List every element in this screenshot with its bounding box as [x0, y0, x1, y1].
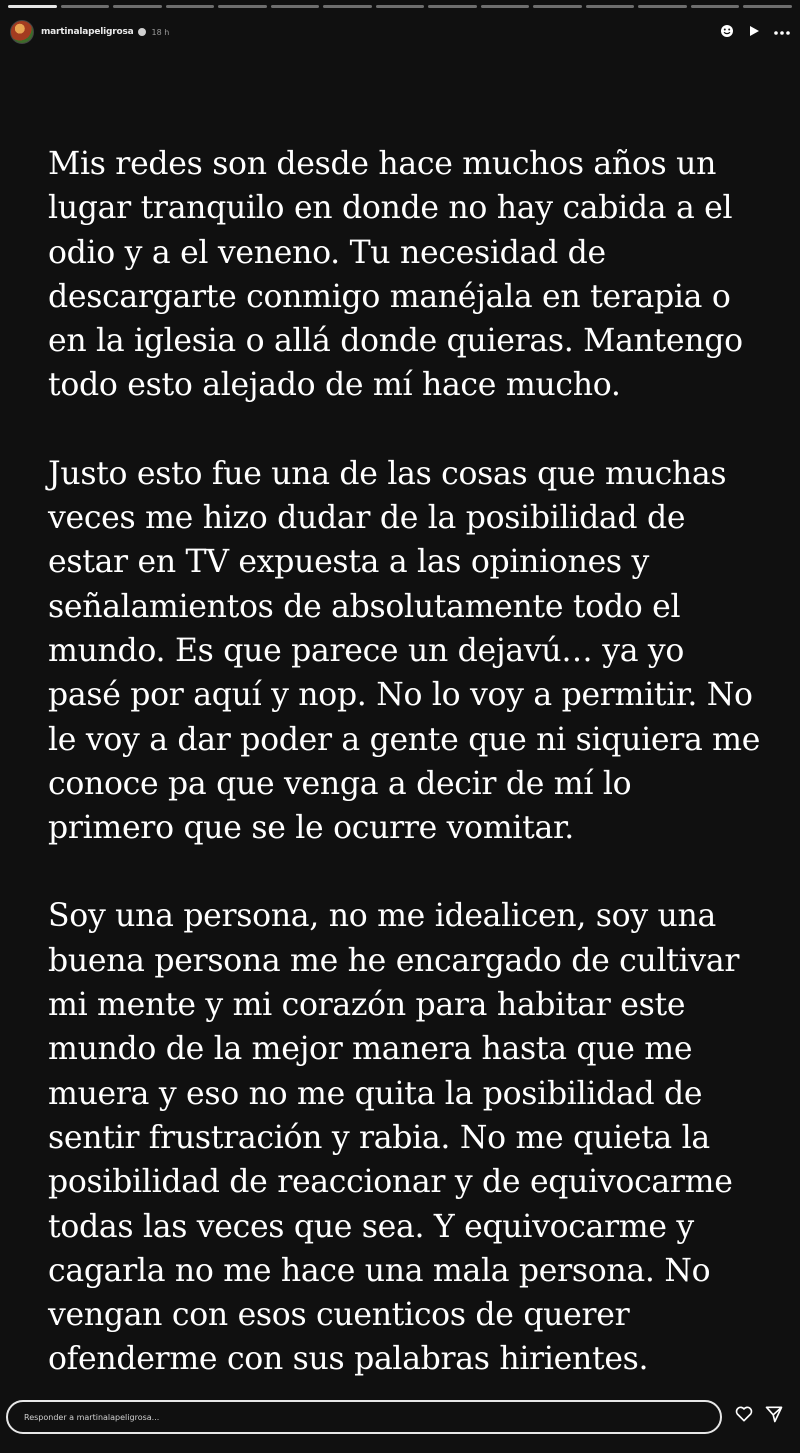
- progress-segment: [533, 5, 582, 8]
- progress-segment: [638, 5, 687, 8]
- send-icon[interactable]: [764, 1404, 784, 1431]
- story-progress-bar: [8, 5, 792, 8]
- progress-segment: [586, 5, 635, 8]
- more-icon[interactable]: [774, 25, 790, 39]
- verified-badge-icon: [138, 28, 146, 36]
- post-time: 18 h: [151, 27, 170, 37]
- header-actions: [720, 24, 790, 41]
- paragraph-2: Justo esto fue una de las cosas que muchas veces me hizo dudar de la posibilidad de estar en TV expuesta a las opiniones y señalamientos de absolutamente todo el mundo. Es que parece un dejavú… ya yo pasé por aquí y nop. No lo voy a permitir. No le voy a dar poder a gente que ni siquiera me conoce pa que venga a decir de mí lo primero que se le ocurre vomitar.: [48, 455, 761, 847]
- story-header: [0, 17, 800, 47]
- paragraph-3: Soy una persona, no me idealicen, soy una buena persona me he encargado de cultivar mi mente y mi corazón para habitar este mundo de la mejor manera hasta que me muera y eso no me quita la posibilidad de sentir frustración y rabia. No me quieta la posibilidad de reaccionar y de equivocarme todas las veces que sea. Y equivocarme y cagarla no me hace una mala persona. No vengan con esos cuenticos de querer ofenderme con sus palabras hirientes.: [48, 898, 740, 1378]
- reply-input[interactable]: [22, 1412, 720, 1423]
- progress-segment: [166, 5, 215, 8]
- progress-segment: [8, 5, 57, 8]
- progress-segment: [271, 5, 320, 8]
- username[interactable]: martinalapeligrosa: [41, 27, 134, 37]
- progress-segment: [61, 5, 110, 8]
- progress-segment: [218, 5, 267, 8]
- heart-icon[interactable]: [734, 1404, 754, 1431]
- progress-segment: [428, 5, 477, 8]
- progress-segment: [323, 5, 372, 8]
- paragraph-1: Mis redes son desde hace muchos años un lugar tranquilo en donde no hay cabida a el odio y a el veneno. Tu necesidad de descargarte conmigo manéjala en terapia o en la iglesia o allá donde quieras. Mantengo todo esto alejado de mí hace mucho.: [48, 146, 743, 404]
- progress-segment: [376, 5, 425, 8]
- play-icon[interactable]: [748, 25, 760, 40]
- reply-bar[interactable]: [6, 1400, 722, 1434]
- avatar[interactable]: [10, 20, 34, 44]
- progress-segment: [691, 5, 740, 8]
- progress-segment: [481, 5, 530, 8]
- story-text: [48, 142, 763, 1426]
- progress-segment: [113, 5, 162, 8]
- progress-segment: [743, 5, 792, 8]
- emoji-icon[interactable]: [720, 24, 734, 41]
